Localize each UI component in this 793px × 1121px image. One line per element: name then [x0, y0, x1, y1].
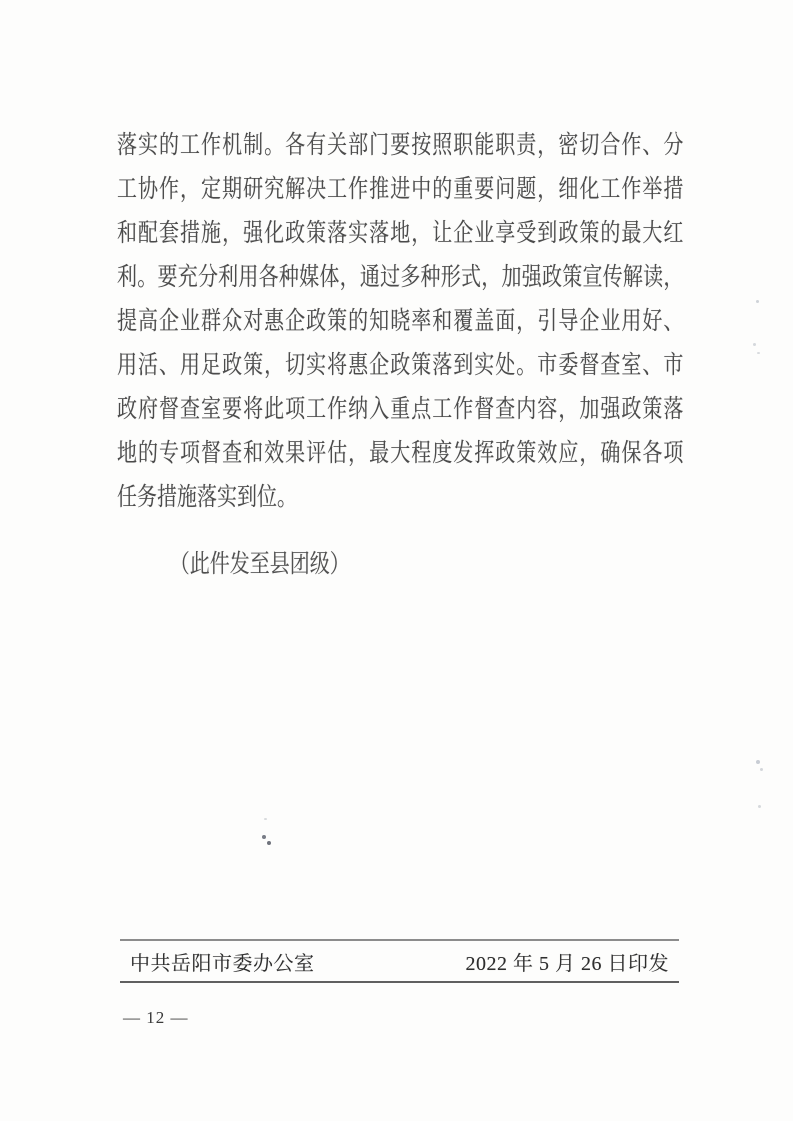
body-line: 利。要充分利用各种媒体，通过多种形式，加强政策宣传解读， — [117, 264, 684, 291]
distribution-note-block — [117, 543, 683, 587]
scan-speckle — [757, 352, 760, 354]
body-paragraph — [117, 124, 683, 520]
body-line: 和配套措施，强化政策落实落地，让企业享受到政策的最大红 — [117, 220, 684, 247]
scan-speckle — [267, 841, 271, 845]
distribution-note: （此件发至县团级） — [169, 551, 350, 578]
scan-speckle — [756, 300, 759, 303]
scan-speckle — [760, 768, 763, 771]
body-line: 提高企业群众对惠企政策的知晓率和覆盖面，引导企业用好、 — [117, 308, 684, 335]
scan-speckle — [758, 805, 761, 808]
body-line: 任务措施落实到位。 — [117, 484, 298, 511]
body-line: 工协作，定期研究解决工作推进中的重要问题，细化工作举措 — [117, 176, 684, 203]
scan-speckle — [264, 818, 267, 820]
issuing-office: 中共岳阳市委办公室 — [130, 952, 315, 975]
body-line: 政府督查室要将此项工作纳入重点工作督查内容，加强政策落 — [117, 396, 684, 423]
page-number: — 12 — — [123, 1008, 189, 1027]
colophon-row — [120, 941, 679, 981]
scan-speckle — [756, 760, 760, 764]
print-date: 2022 年 5 月 26 日印发 — [465, 952, 669, 975]
colophon — [120, 939, 679, 983]
scan-speckle — [753, 343, 756, 346]
body-line: 地的专项督查和效果评估，最大程度发挥政策效应，确保各项 — [117, 440, 684, 467]
scan-speckle — [262, 835, 266, 839]
body-line: 落实的工作机制。各有关部门要按照职能职责，密切合作、分 — [117, 132, 684, 159]
body-line: 用活、用足政策，切实将惠企政策落到实处。市委督查室、市 — [117, 352, 684, 379]
